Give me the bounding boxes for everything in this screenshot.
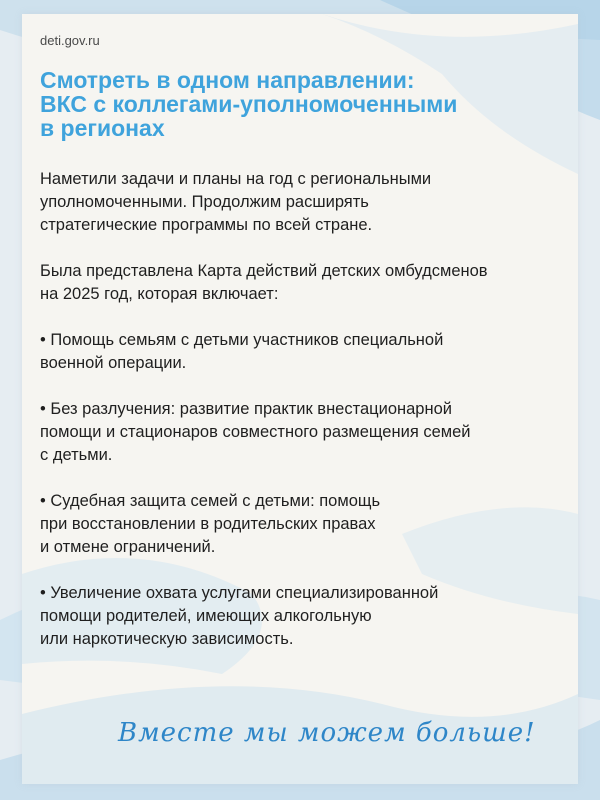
text-line: при восстановлении в родительских правах (40, 515, 376, 533)
source-label: deti.gov.ru (40, 33, 100, 48)
title-line: Смотреть в одном направлении: (40, 67, 415, 93)
text-line: • Судебная защита семей с детьми: помощь (40, 492, 381, 510)
text-line: военной операции. (40, 354, 187, 372)
text-line: стратегические программы по всей стране. (40, 216, 373, 234)
bullet-item (40, 329, 570, 375)
text-line: Наметили задачи и планы на год с региональными (40, 170, 432, 188)
text-line: • Увеличение охвата услугами специализированной (40, 584, 439, 602)
page-title (40, 68, 560, 140)
text-line: уполномоченными. Продолжим расширять (40, 193, 369, 211)
text-line: • Без разлучения: развитие практик внестационарной (40, 400, 452, 418)
paragraph-map (40, 260, 570, 306)
slogan-text: Вместе мы можем больше! (118, 718, 536, 748)
paragraph-intro (40, 168, 570, 237)
text-line: Была представлена Карта действий детских омбудсменов (40, 262, 488, 280)
text-line: • Помощь семьям с детьми участников специальной (40, 331, 444, 349)
title-line: в регионах (40, 115, 165, 141)
article-body (40, 168, 570, 674)
title-line: ВКС с коллегами-уполномоченными (40, 91, 458, 117)
bullet-item (40, 582, 570, 651)
bullet-item (40, 490, 570, 559)
text-line: или наркотическую зависимость. (40, 630, 294, 648)
text-line: и отмене ограничений. (40, 538, 216, 556)
text-line: на 2025 год, которая включает: (40, 285, 279, 303)
bullet-item (40, 398, 570, 467)
text-line: помощи родителей, имеющих алкогольную (40, 607, 372, 625)
text-line: помощи и стационаров совместного размещения семей (40, 423, 471, 441)
text-line: с детьми. (40, 446, 113, 464)
